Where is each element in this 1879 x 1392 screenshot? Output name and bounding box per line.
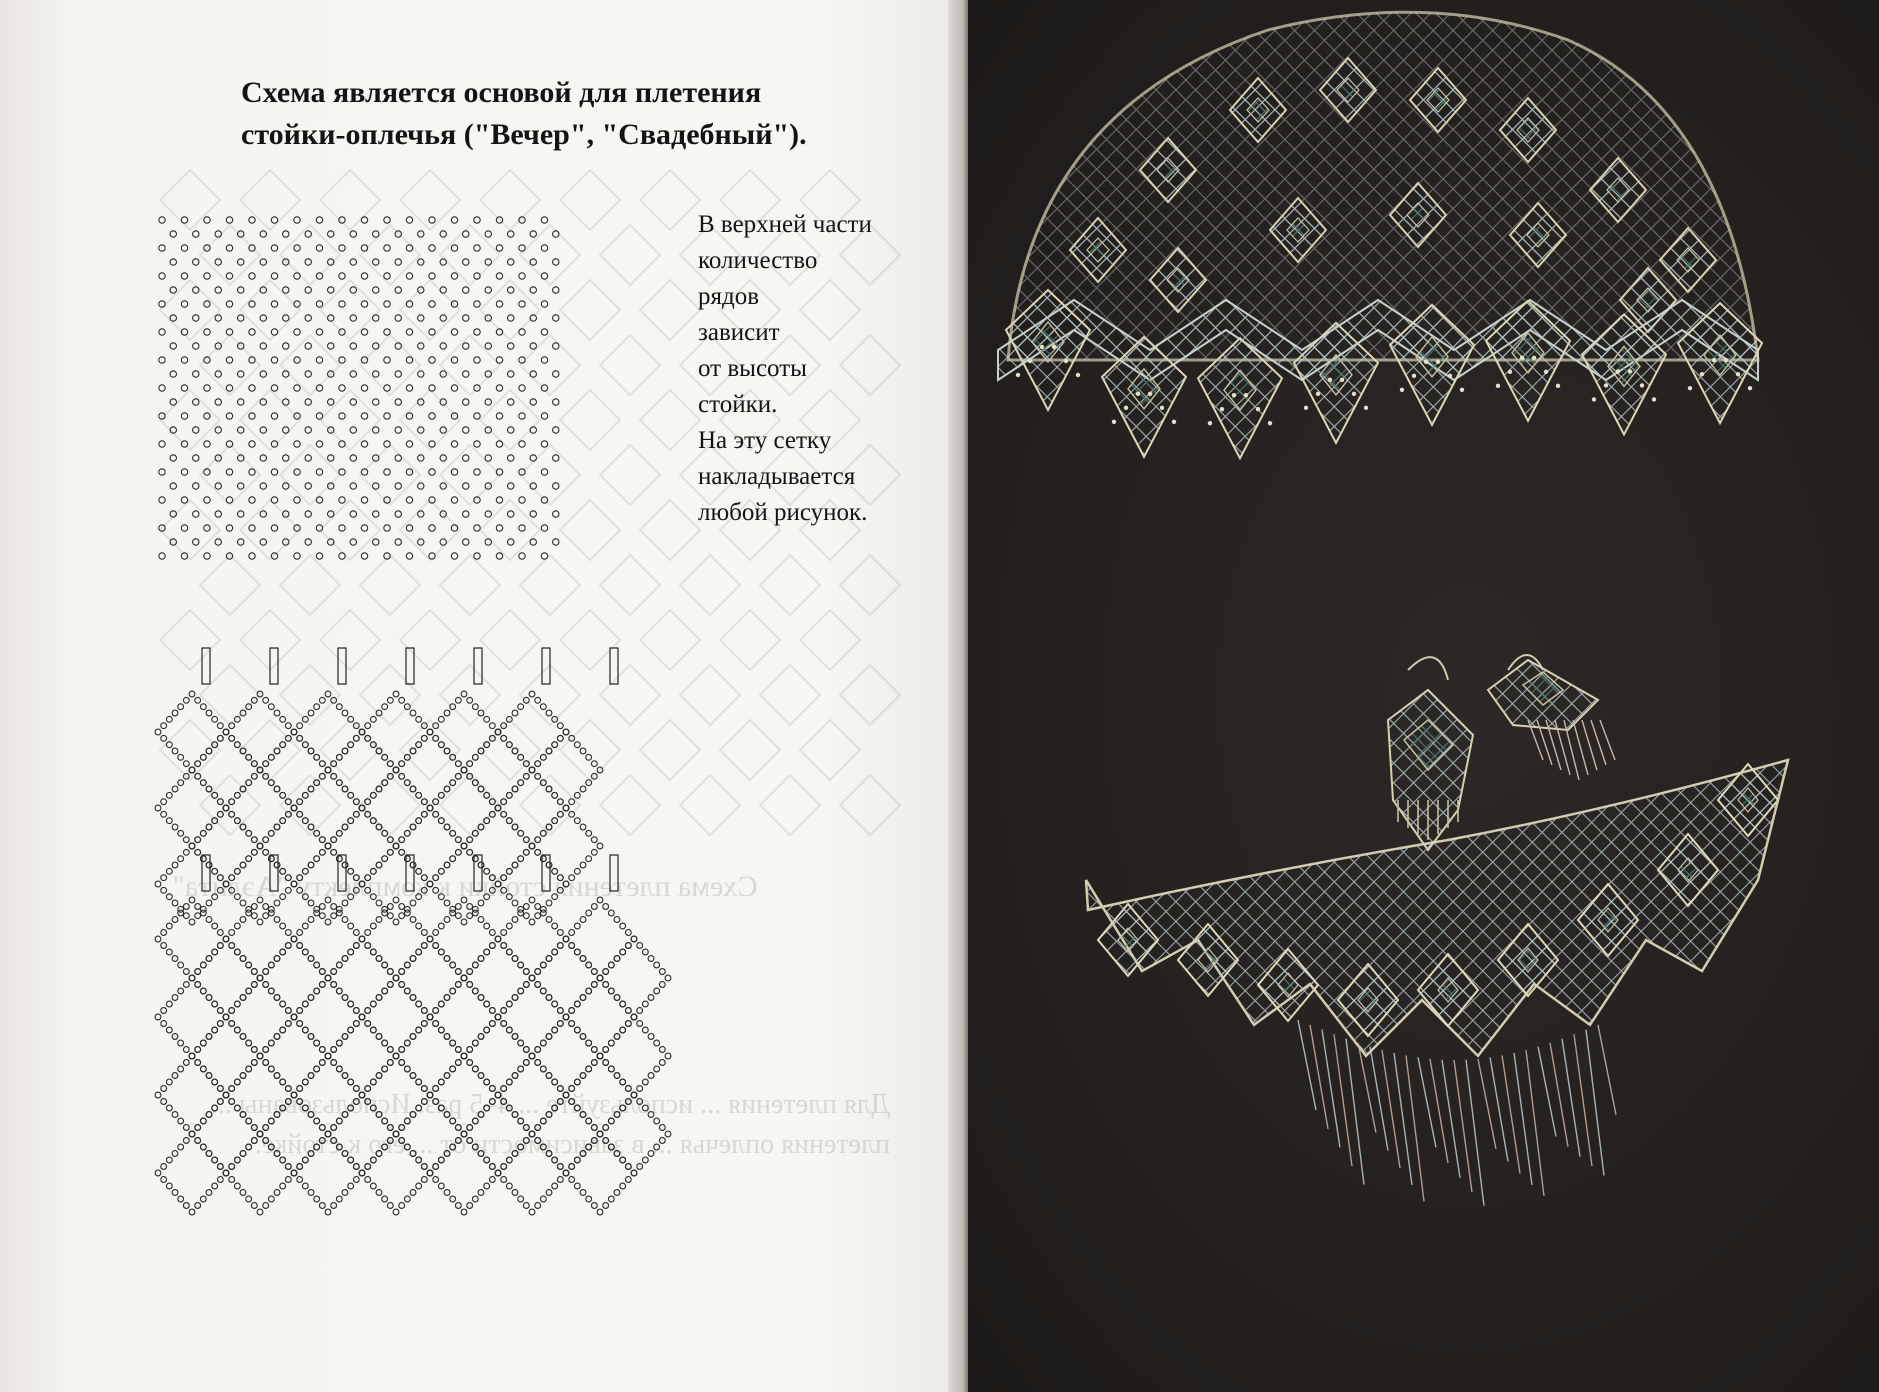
heading-line-2: стойки-оплечья ("Вечер", "Свадебный"). — [241, 118, 807, 151]
upper-net-section — [159, 217, 559, 559]
jewelry-photo — [968, 0, 1879, 1392]
side-note-line: любой рисунок. — [698, 499, 868, 526]
lower-diamond-section — [155, 897, 671, 1215]
side-note-line: рядов — [698, 283, 760, 310]
side-note-line: стойки. — [698, 391, 778, 418]
side-note-line: от высоты — [698, 355, 807, 382]
side-note — [698, 207, 948, 531]
side-note-line: В верхней части — [698, 211, 872, 238]
middle-diamond-section — [155, 691, 603, 925]
side-note-line: На эту сетку — [698, 427, 832, 454]
side-note-line: количество — [698, 247, 818, 274]
page-heading — [241, 72, 821, 156]
show-through-text: Для плетения ... используйте ... 4–5 раз. Использованы ... плетения оплечья ... в зависимости от ... его к стойке. — [210, 1089, 890, 1160]
bugle-bead-row-1 — [202, 648, 618, 684]
heading-line-1: Схема является основой для плетения — [241, 76, 762, 109]
side-note-line: накладывается — [698, 463, 856, 490]
right-page-photo — [968, 0, 1879, 1392]
side-note-line: зависит — [698, 319, 780, 346]
bead-net-scheme — [150, 200, 710, 1280]
beaded-collar-dome — [998, 12, 1762, 458]
show-through-text: Схема плетения стойки к комплекту "Аэлита". — [165, 870, 758, 903]
